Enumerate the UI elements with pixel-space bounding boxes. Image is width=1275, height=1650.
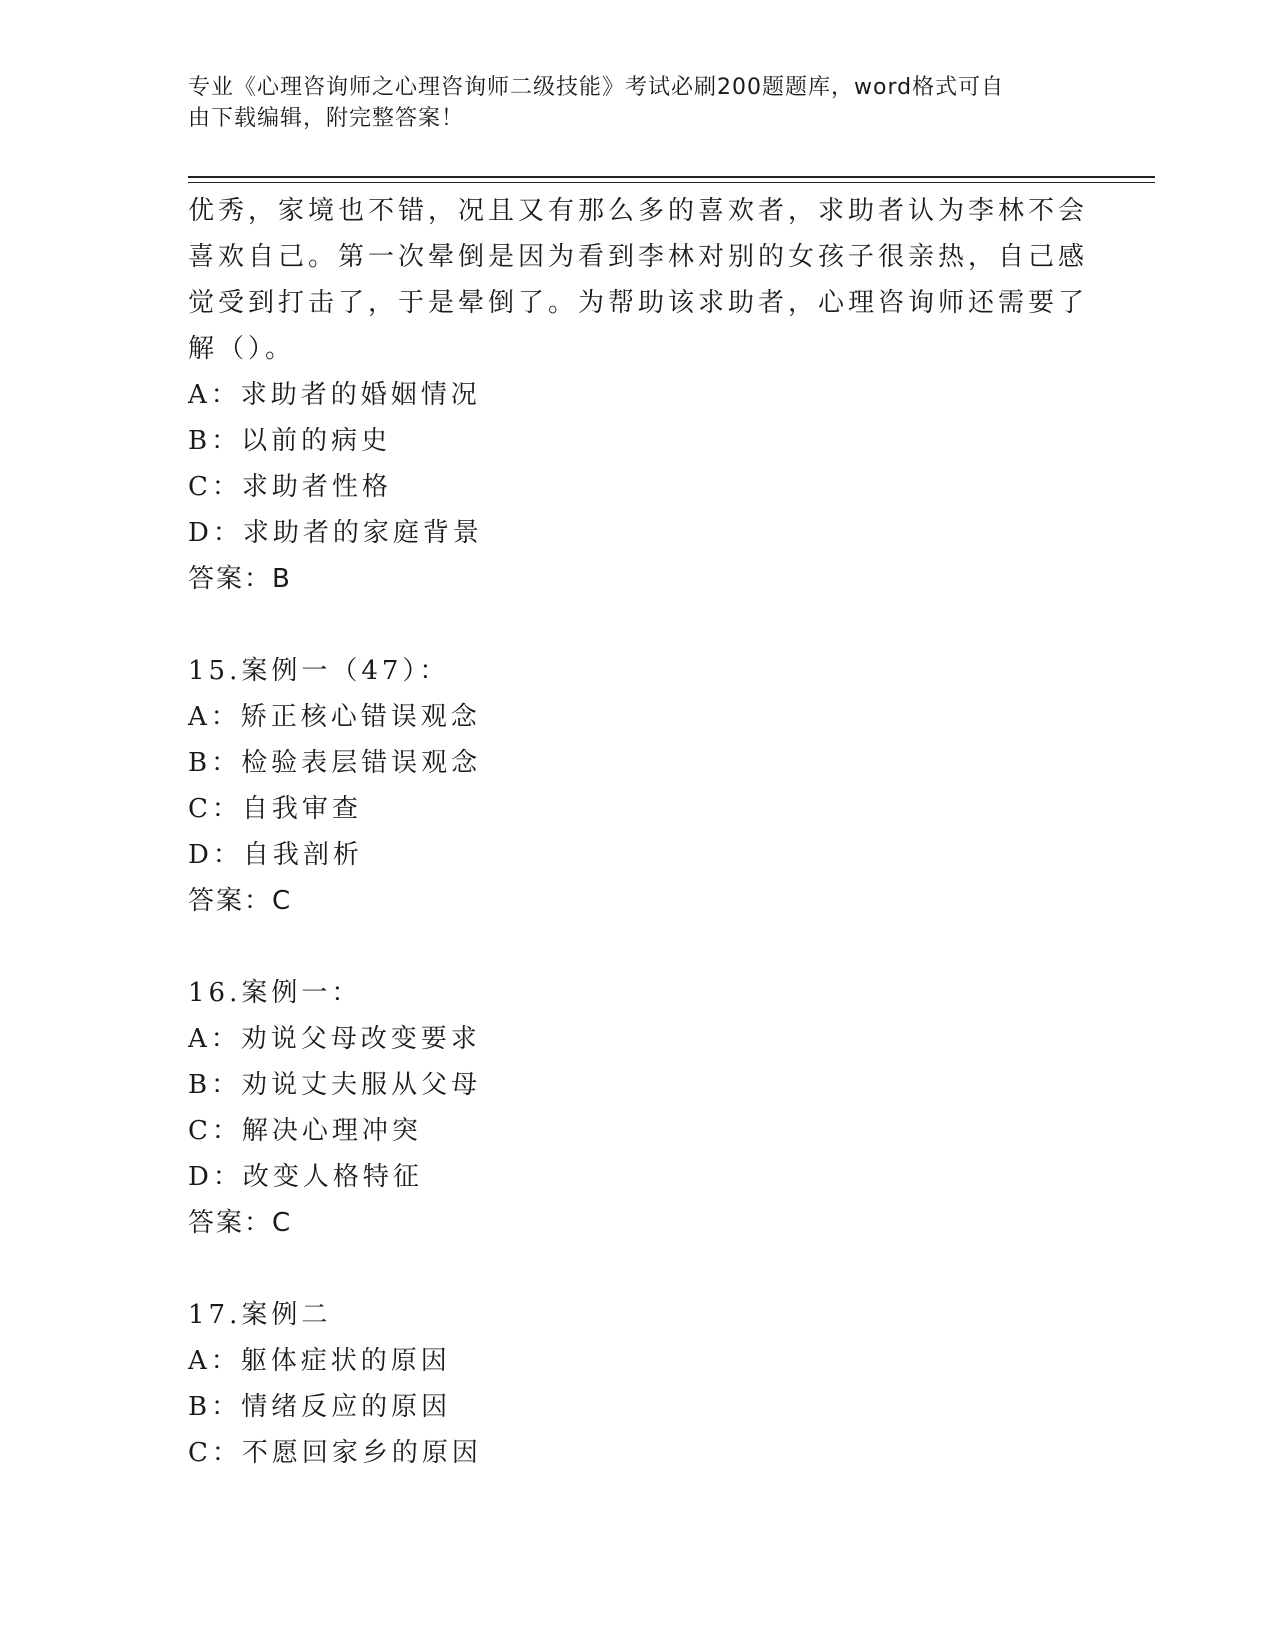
- option-c: C：不愿回家乡的原因: [188, 1438, 482, 1468]
- question-14: [188, 188, 1088, 602]
- question-stem-line: 优秀，家境也不错，况且又有那么多的喜欢者，求助者认为李林不会: [188, 196, 1089, 226]
- document-header: [188, 72, 1088, 134]
- document-body: [188, 188, 1088, 1476]
- header-line-2: 由下载编辑，附完整答案！: [188, 106, 465, 131]
- option-a: A：躯体症状的原因: [188, 1346, 451, 1376]
- option-a: A：劝说父母改变要求: [188, 1024, 481, 1054]
- option-b: B：检验表层错误观念: [188, 748, 482, 778]
- question-stem-line: 觉受到打击了，于是晕倒了。为帮助该求助者，心理咨询师还需要了: [188, 288, 1089, 318]
- answer: 答案：C: [188, 886, 293, 916]
- spacer: [188, 602, 1088, 648]
- question-title: 16.案例一：: [188, 978, 362, 1008]
- header-divider-thin: [188, 182, 1155, 183]
- question-16: [188, 970, 1088, 1246]
- header-divider: [188, 176, 1155, 178]
- option-c: C：解决心理冲突: [188, 1116, 422, 1146]
- answer: 答案：B: [188, 564, 292, 594]
- option-b: B：情绪反应的原因: [188, 1392, 452, 1422]
- question-title: 17.案例二: [188, 1300, 332, 1330]
- header-line-1: 专业《心理咨询师之心理咨询师二级技能》考试必刷200题题库，word格式可自: [188, 75, 1005, 100]
- spacer: [188, 1246, 1088, 1292]
- question-stem-line: 喜欢自己。第一次晕倒是因为看到李林对别的女孩子很亲热，自己感: [188, 242, 1089, 272]
- question-15: [188, 648, 1088, 924]
- question-17: [188, 1292, 1088, 1476]
- option-d: D：求助者的家庭背景: [188, 518, 483, 548]
- option-d: D：改变人格特征: [188, 1162, 423, 1192]
- option-a: A：矫正核心错误观念: [188, 702, 481, 732]
- question-stem-line: 解（）。: [188, 334, 296, 364]
- option-c: C：自我审查: [188, 794, 362, 824]
- spacer: [188, 924, 1088, 970]
- option-b: B：以前的病史: [188, 426, 392, 456]
- option-a: A：求助者的婚姻情况: [188, 380, 481, 410]
- option-d: D：自我剖析: [188, 840, 363, 870]
- option-c: C：求助者性格: [188, 472, 392, 502]
- answer: 答案：C: [188, 1208, 293, 1238]
- question-title: 15.案例一（47）：: [188, 656, 450, 686]
- option-b: B：劝说丈夫服从父母: [188, 1070, 482, 1100]
